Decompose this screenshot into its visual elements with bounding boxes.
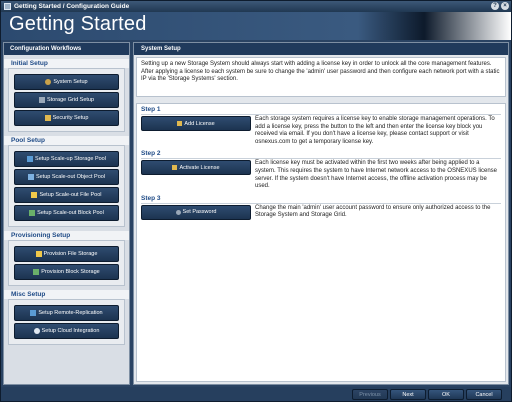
replication-icon [30, 310, 36, 316]
footer-bar [1, 387, 511, 401]
grid-icon [28, 174, 34, 180]
step-2-row [141, 158, 501, 190]
storage-grid-setup-button[interactable]: Storage Grid Setup [14, 92, 119, 108]
setup-scale-up-storage-pool-button[interactable]: Setup Scale-up Storage Pool [14, 151, 119, 167]
disk-icon [27, 156, 33, 162]
setup-cloud-integration-button[interactable]: Setup Cloud Integration [14, 323, 119, 339]
cloud-icon [34, 328, 40, 334]
section-provisioning-setup [8, 240, 125, 286]
banner-heading: Getting Started [9, 13, 147, 35]
title-bar[interactable] [1, 1, 511, 12]
activate-license-button[interactable]: Activate License [141, 160, 251, 175]
folder-icon [31, 192, 37, 198]
left-panel-header: Configuration Workflows [4, 43, 129, 55]
next-button[interactable]: Next [390, 389, 426, 400]
grid-icon [39, 97, 45, 103]
section-title-provisioning-setup: Provisioning Setup [4, 231, 129, 240]
add-license-button[interactable]: Add License [141, 116, 251, 131]
step-3-description: Change the main 'admin' user account password to ensure only authorized access to the Storage System and Storage Grid. [255, 204, 491, 219]
key-icon [177, 121, 182, 126]
setup-remote-replication-button[interactable]: Setup Remote-Replication [14, 305, 119, 321]
user-icon [176, 210, 181, 215]
step-1-title: Step 1 [141, 106, 161, 113]
window-title: Getting Started / Configuration Guide [14, 3, 130, 10]
intro-text: Setting up a new Storage System should always start with adding a license key in order to unlock all the core management features. After applying a license to each system be sure to change the 'admin' user password and then configure each network port with a static IP via the 'Storage Systems' section. [136, 57, 506, 97]
window-controls [491, 2, 509, 10]
ok-button[interactable]: OK [428, 389, 464, 400]
right-panel-header: System Setup [134, 43, 508, 55]
gear-icon [45, 79, 51, 85]
section-initial-setup [8, 68, 125, 132]
setup-scale-out-object-pool-button[interactable]: Setup Scale-out Object Pool [14, 169, 119, 185]
help-icon[interactable]: ? [491, 2, 499, 10]
previous-button[interactable]: Previous [352, 389, 388, 400]
step-3-title: Step 3 [141, 194, 161, 202]
step-2-description: Each license key must be activated within the first two weeks after being applied to a system. This requires the system to have Internet network access to the OSNEXUS license server. If the system doesn't have Internet access, the offline activation process may be used. [255, 160, 497, 190]
step-1-row [141, 114, 501, 146]
cube-icon [33, 269, 39, 275]
folder-icon [36, 251, 42, 257]
system-setup-panel [133, 42, 509, 385]
step-3-row [141, 203, 501, 220]
lock-icon [45, 115, 51, 121]
cancel-button[interactable]: Cancel [466, 389, 502, 400]
section-title-misc-setup: Misc Setup [4, 290, 129, 299]
steps-list [136, 103, 506, 382]
setup-scale-out-block-pool-button[interactable]: Setup Scale-out Block Pool [14, 205, 119, 221]
provision-file-storage-button[interactable]: Provision File Storage [14, 246, 119, 262]
step-1-description: Each storage system requires a license key to enable storage management operations. To add a license key, press the button to the left and then enter the license key block you received via email. If you don't have a license key, please contact support or visit osnexus.com to get a temporary license key. [255, 116, 495, 145]
step-2-title: Step 2 [141, 150, 161, 158]
section-title-initial-setup: Initial Setup [4, 59, 129, 68]
cube-icon [29, 210, 35, 216]
section-pool-setup [8, 145, 125, 227]
section-misc-setup [8, 299, 125, 345]
close-icon[interactable]: × [501, 2, 509, 10]
setup-scale-out-file-pool-button[interactable]: Setup Scale-out File Pool [14, 187, 119, 203]
app-icon [4, 3, 11, 10]
banner [1, 12, 511, 40]
key-icon [172, 165, 177, 170]
security-setup-button[interactable]: Security Setup [14, 110, 119, 126]
set-password-button[interactable]: Set Password [141, 205, 251, 220]
section-title-pool-setup: Pool Setup [4, 136, 129, 145]
configuration-workflows-panel [3, 42, 130, 385]
system-setup-button[interactable]: System Setup [14, 74, 119, 90]
provision-block-storage-button[interactable]: Provision Block Storage [14, 264, 119, 280]
